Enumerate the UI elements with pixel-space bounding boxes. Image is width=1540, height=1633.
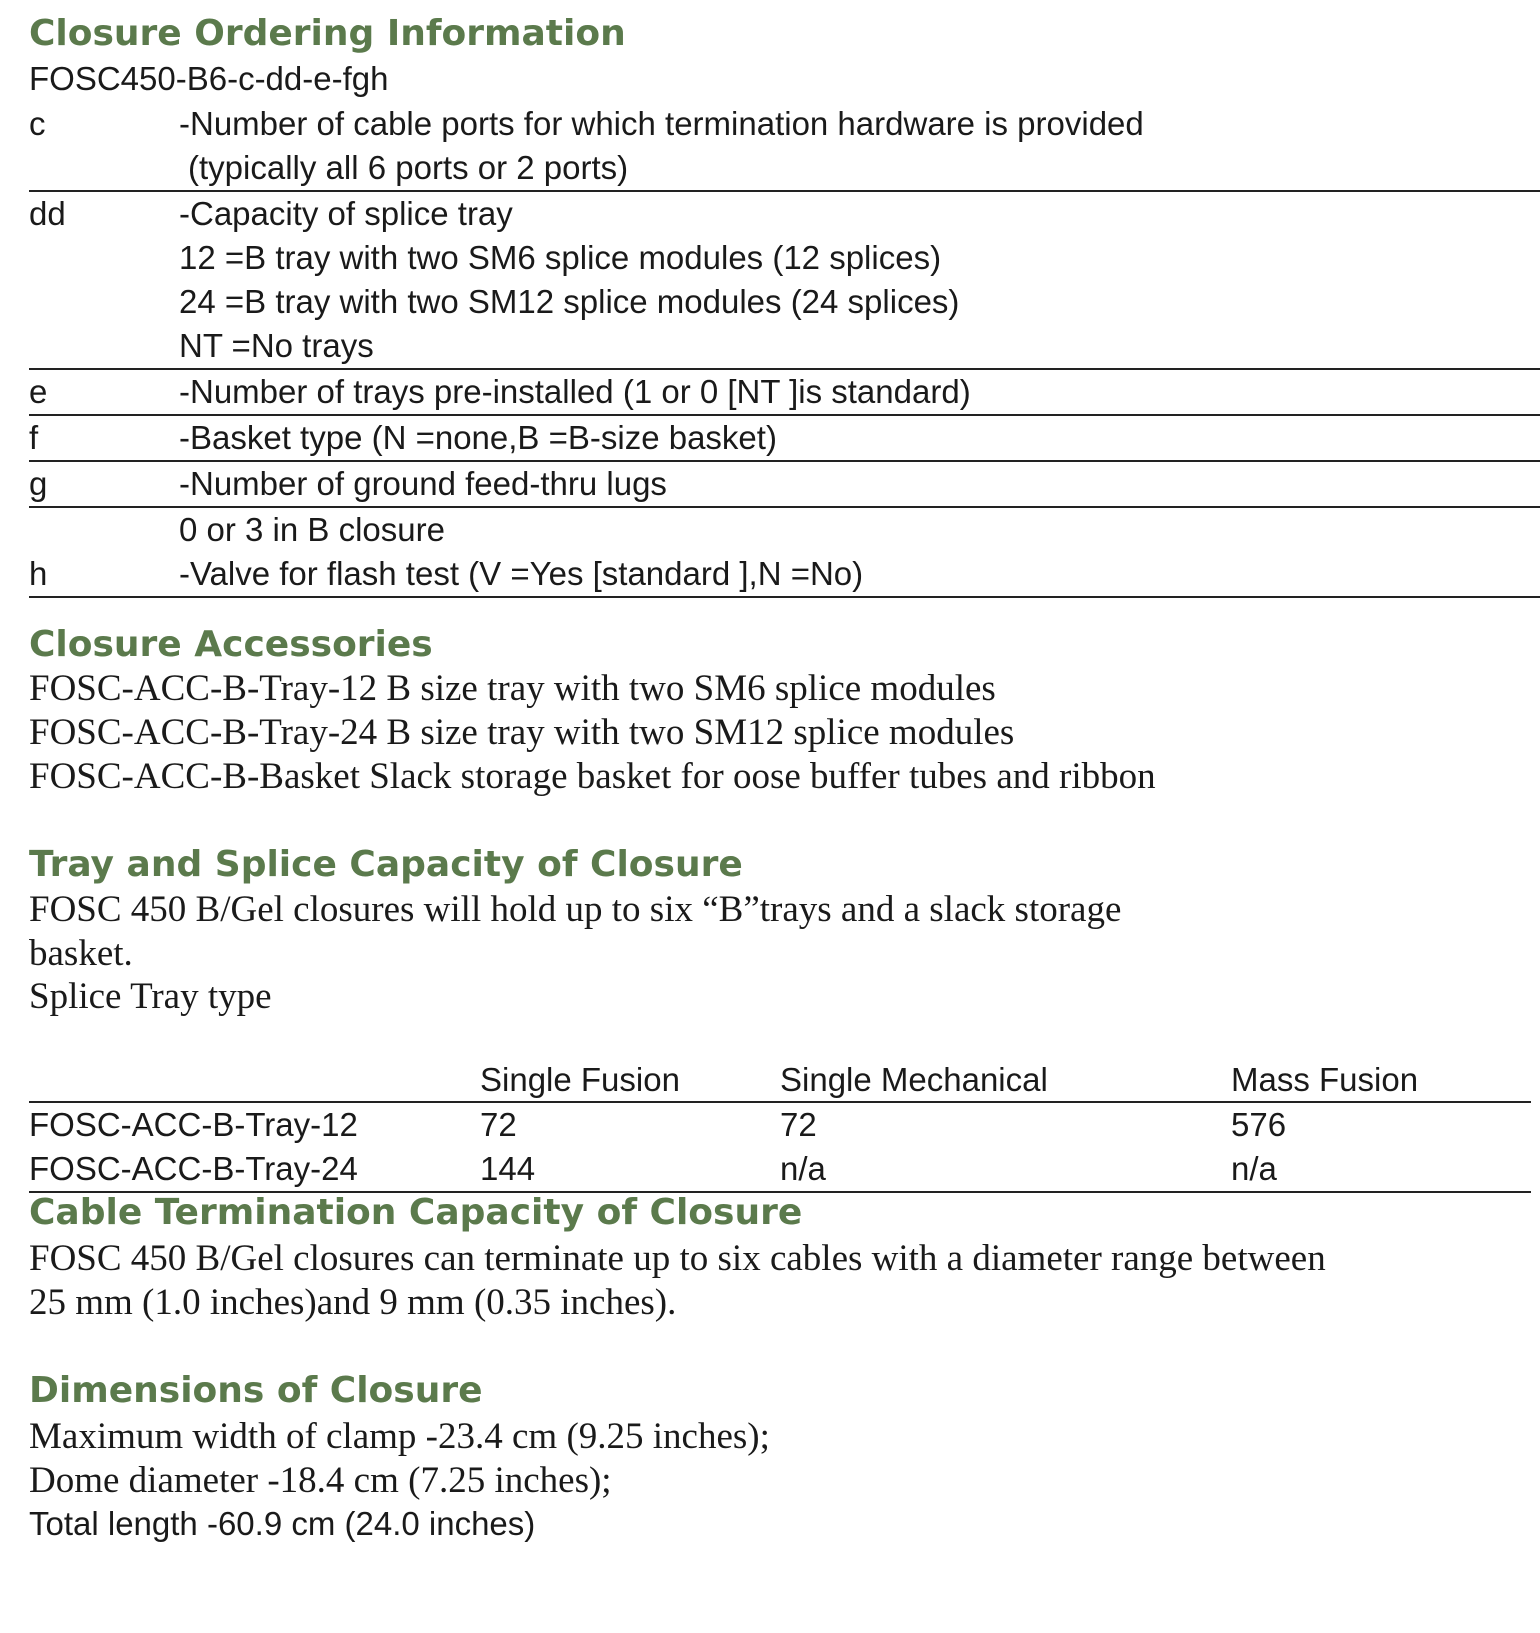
tray-capacity-text: basket. (29, 933, 133, 974)
ordering-description-line: -Number of trays pre-installed (1 or 0 [NT ]is standard) (179, 373, 971, 410)
table-row (29, 1103, 1531, 1147)
table-cell: FOSC-ACC-B-Tray-12 (29, 1106, 358, 1143)
ordering-row-c (29, 102, 1540, 192)
cable-termination-text: FOSC 450 B/Gel closures can terminate up to six cables with a diameter range between (29, 1238, 1326, 1279)
ordering-description-line: -Basket type (N =none,B =B-size basket) (179, 419, 777, 456)
ordering-row-g (29, 462, 1540, 508)
ordering-description-line: -Number of ground feed-thru lugs (179, 465, 667, 502)
table-cell: 576 (1231, 1106, 1287, 1143)
accessory-item: FOSC-ACC-B-Basket Slack storage basket for oose buffer tubes and ribbon (29, 756, 1156, 797)
tray-capacity-text: FOSC 450 B/Gel closures will hold up to six “B”trays and a slack storage (29, 889, 1122, 930)
ordering-description (179, 192, 1540, 368)
ordering-row-h (29, 552, 1540, 598)
accessory-item: FOSC-ACC-B-Tray-24 B size tray with two SM12 splice modules (29, 712, 1015, 753)
table-cell: 144 (480, 1150, 536, 1187)
ordering-row-e (29, 370, 1540, 416)
ordering-description-line: 0 or 3 in B closure (179, 511, 445, 548)
ordering-description (179, 462, 1540, 506)
splice-tray-type-label: Splice Tray type (29, 976, 272, 1017)
ordering-description-line: 24 =B tray with two SM12 splice modules (24 splices) (179, 283, 960, 320)
ordering-code: g (29, 465, 48, 502)
ordering-description (179, 508, 1540, 552)
ordering-description-line: (typically all 6 ports or 2 ports) (188, 149, 629, 186)
dimension-line: Dome diameter -18.4 cm (7.25 inches); (29, 1460, 612, 1501)
table-cell: n/a (780, 1150, 826, 1187)
ordering-description-line: -Valve for flash test (V =Yes [standard ],N =No) (179, 555, 864, 592)
accessories-title: Closure Accessories (29, 624, 433, 665)
ordering-code: f (29, 419, 39, 456)
ordering-row-g-detail (29, 508, 1540, 552)
ordering-code: e (29, 373, 48, 410)
cable-termination-title: Cable Termination Capacity of Closure (29, 1192, 803, 1233)
ordering-title: Closure Ordering Information (29, 13, 626, 54)
ordering-description-line: -Capacity of splice tray (179, 195, 513, 232)
table-header-cell: Single Fusion (480, 1061, 680, 1098)
table-cell: n/a (1231, 1150, 1277, 1187)
ordering-code: h (29, 555, 48, 592)
table-header-cell: Single Mechanical (780, 1061, 1048, 1098)
ordering-code-format: FOSC450-B6-c-dd-e-fgh (29, 60, 389, 97)
ordering-description-line: 12 =B tray with two SM6 splice modules (12 splices) (179, 239, 942, 276)
table-row (29, 1147, 1531, 1193)
table-header-cell (29, 1058, 480, 1101)
ordering-description (179, 416, 1540, 460)
table-cell: FOSC-ACC-B-Tray-24 (29, 1150, 358, 1187)
table-header-cell: Mass Fusion (1231, 1061, 1419, 1098)
ordering-description (179, 552, 1540, 596)
dimension-line: Total length -60.9 cm (24.0 inches) (29, 1505, 536, 1542)
ordering-table (29, 102, 1540, 598)
ordering-code: dd (29, 195, 66, 232)
table-cell: 72 (480, 1106, 517, 1143)
accessory-item: FOSC-ACC-B-Tray-12 B size tray with two SM6 splice modules (29, 668, 996, 709)
dimensions-title: Dimensions of Closure (29, 1370, 483, 1411)
ordering-description-line: -Number of cable ports for which termination hardware is provided (179, 105, 1144, 142)
ordering-code (29, 508, 179, 552)
ordering-row-dd (29, 192, 1540, 370)
table-header-row (29, 1058, 1531, 1103)
ordering-description-line: NT =No trays (179, 327, 374, 364)
ordering-code: c (29, 105, 46, 142)
cable-termination-text: 25 mm (1.0 inches)and 9 mm (0.35 inches). (29, 1282, 677, 1323)
capacity-table (29, 1058, 1531, 1193)
ordering-description (179, 102, 1540, 190)
table-cell: 72 (780, 1106, 817, 1143)
tray-capacity-title: Tray and Splice Capacity of Closure (29, 844, 743, 885)
ordering-row-f (29, 416, 1540, 462)
ordering-description (179, 370, 1540, 414)
dimension-line: Maximum width of clamp -23.4 cm (9.25 inches); (29, 1416, 770, 1457)
